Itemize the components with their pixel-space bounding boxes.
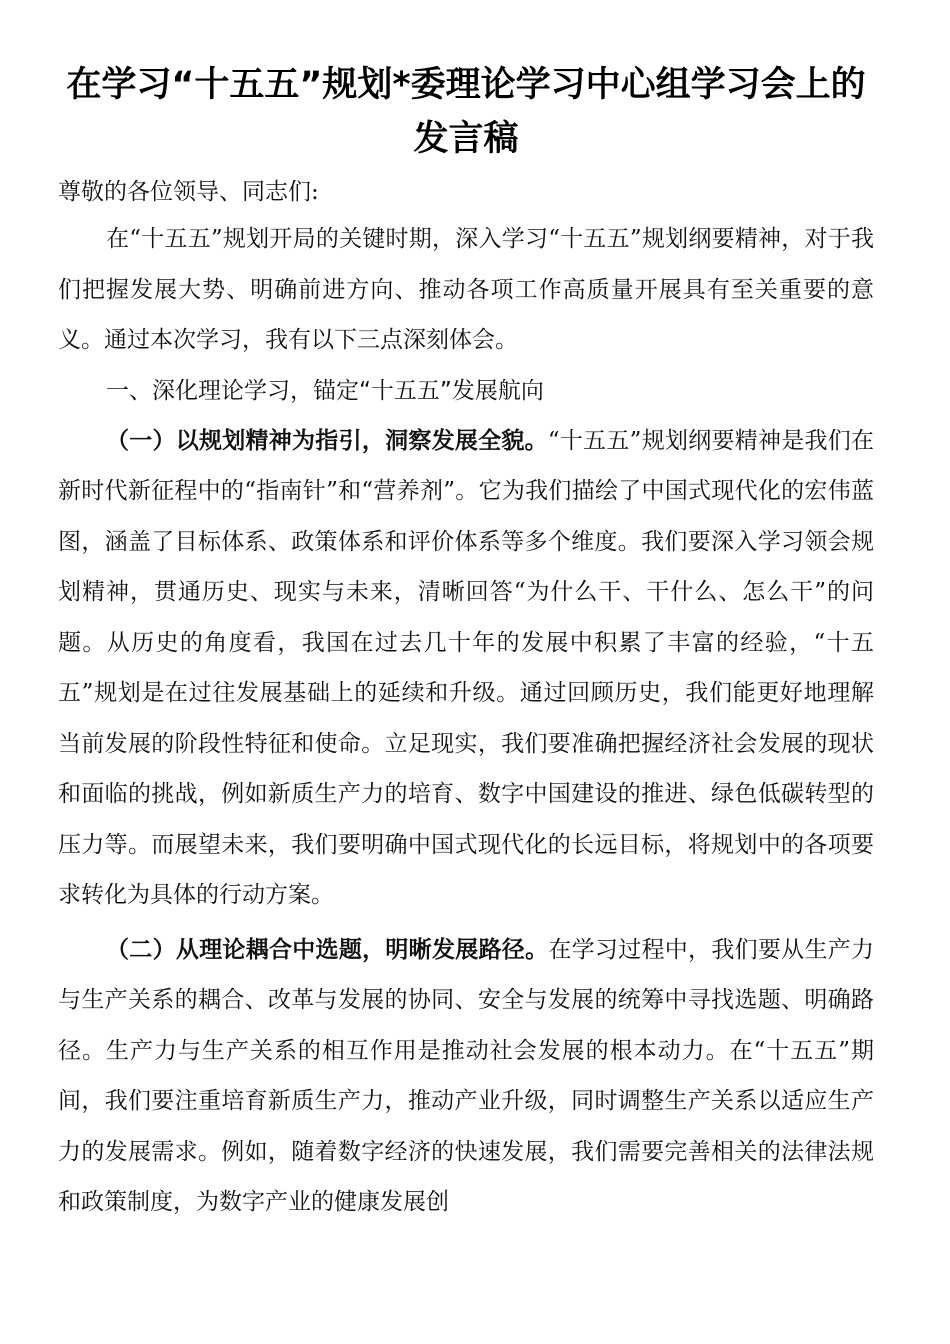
paragraph-body-1: “十五五”规划纲要精神是我们在新时代新征程中的“指南针”和“营养剂”。它为我们描绘了中国式现代化的宏伟蓝图，涵盖了目标体系、政策体系和评价体系等多个维度。我们要深入学习领会规划精神，贯通历史、现实与未来，清晰回答“为什么干、干什么、怎么干”的问题。从历史的角度看，我国在过去几十年的发展中积累了丰富的经验，“十五五”规划是在过往发展基础上的延续和升级。通过回顾历史，我们能更好地理解当前发展的阶段性特征和使命。立足现实，我们要准确把握经济社会发展的现状和面临的挑战，例如新质生产力的培育、数字中国建设的推进、绿色低碳转型的压力等。而展望未来，我们要明确中国式现代化的长远目标，将规划中的各项要求转化为具体的行动方案。 xyxy=(58,427,875,908)
document-page xyxy=(58,58,874,1228)
salutation: 尊敬的各位领导、同志们: xyxy=(58,179,319,205)
paragraph-body-2: 在学习过程中，我们要从生产力与生产关系的耦合、改革与发展的协同、安全与发展的统筹中寻找选题、明确路径。生产力与生产关系的相互作用是推动社会发展的根本动力。在“十五五”期间，我们要注重培育新质生产力，推动产业升级，同时调整生产关系以适应生产力的发展需求。例如，随着数字经济的快速发展，我们需要完善相关的法律法规和政策制度，为数字产业的健康发展创 xyxy=(58,936,874,1215)
section1-paragraph-1 xyxy=(58,416,874,921)
paragraph-lead-2: （二）从理论耦合中选题，明晰发展路径。 xyxy=(106,935,549,963)
paragraph-lead-1: （一）以规划精神为指引，洞察发展全貌。 xyxy=(106,426,548,454)
document-title: 在学习“十五五”规划*委理论学习中心组学习会上的发言稿 xyxy=(66,65,866,159)
intro-paragraph: 在“十五五”规划开局的关键时期，深入学习“十五五”规划纲要精神，对于我们把握发展大势、明确前进方向、推动各项工作高质量开展具有至关重要的意义。通过本次学习，我有以下三点深刻体会。 xyxy=(58,226,874,353)
section1-paragraph-2 xyxy=(58,925,874,1228)
section-heading-1: 一、深化理论学习，锚定“十五五”发展航向 xyxy=(106,377,544,404)
